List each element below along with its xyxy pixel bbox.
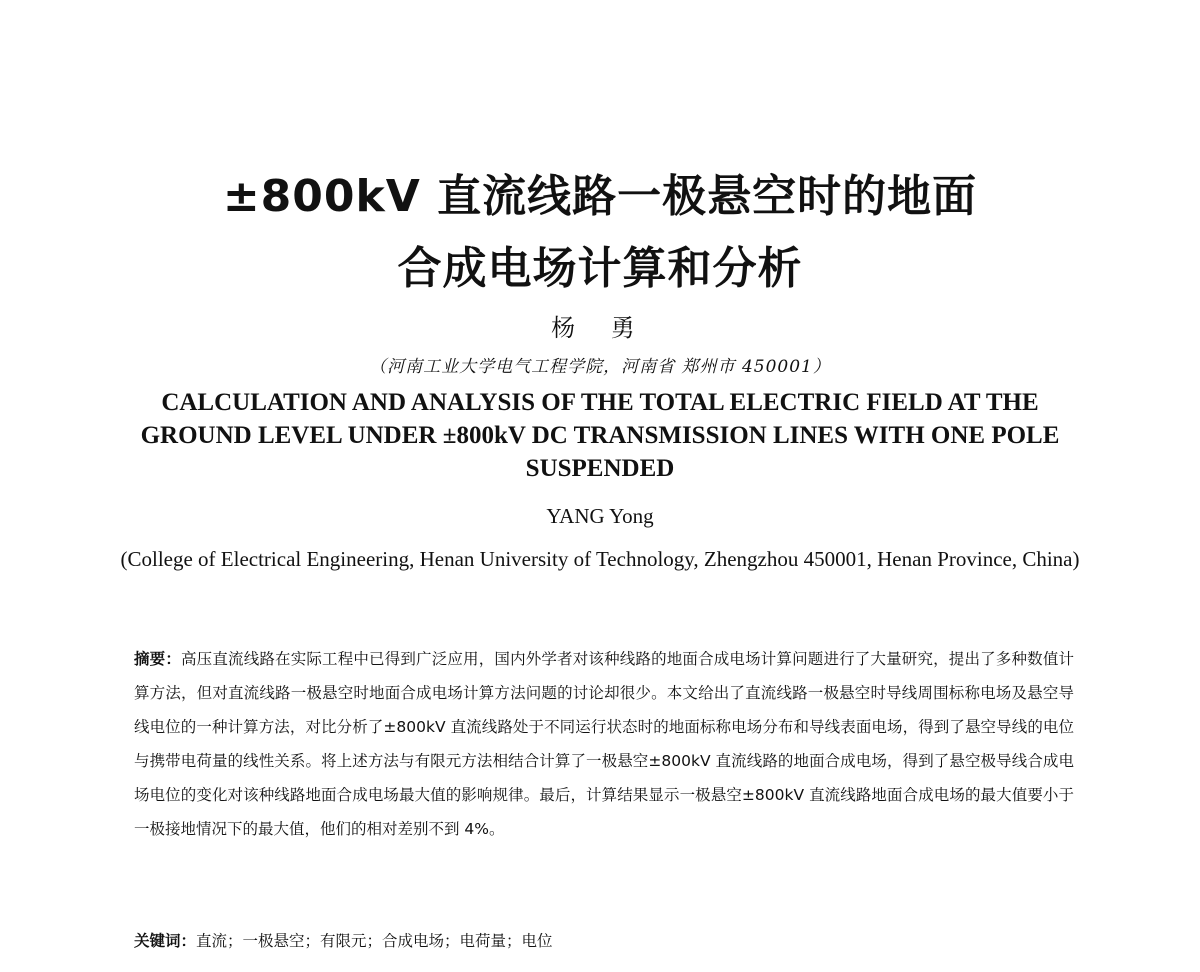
author-english: YANG Yong	[546, 504, 654, 528]
affiliation-english: (College of Electrical Engineering, Henan University of Technology, Zhengzhou 450001, Henan Province, China)	[120, 547, 1080, 571]
english-title: CALCULATION AND ANALYSIS OF THE TOTAL ELECTRIC FIELD AT THE GROUND LEVEL UNDER ±800kV DC TRANSMISSION LINES WITH ONE POLE SUSPENDED	[140, 389, 1060, 482]
abstract	[134, 642, 1074, 846]
abstract-label: 摘要：	[134, 650, 182, 668]
keywords-text: 直流；一极悬空；有限元；合成电场；电荷量；电位	[196, 932, 553, 950]
keywords	[134, 924, 1074, 958]
affiliation-chinese: （河南工业大学电气工程学院，河南省 郑州市 450001）	[369, 357, 831, 377]
author-chinese: 杨 勇	[551, 314, 649, 342]
abstract-text: 高压直流线路在实际工程中已得到广泛应用，国内外学者对该种线路的地面合成电场计算问题进行了大量研究，提出了多种数值计算方法，但对直流线路一极悬空时地面合成电场计算方法问题的讨论却很少。本文给出了直流线路一极悬空时导线周围标称电场及悬空导线电位的一种计算方法，对比分析了±800kV 直流线路处于不同运行状态时的地面标称电场分布和导线表面电场，得到了悬空导线的电位与携带电荷量的线性关系。将上述方法与有限元方法相结合计算了一极悬空±800kV 直流线路的地面合成电场，得到了悬空极导线合成电场电位的变化对该种线路地面合成电场最大值的影响规律。最后，计算结果显示一极悬空±800kV 直流线路地面合成电场的最大值要小于一极接地情况下的最大值，他们的相对差别不到 4%。	[134, 650, 1074, 838]
keywords-label: 关键词：	[134, 932, 197, 950]
chinese-title-line-2: 合成电场计算和分析	[397, 243, 803, 294]
chinese-title-line-1: ±800kV 直流线路一极悬空时的地面	[222, 171, 978, 222]
